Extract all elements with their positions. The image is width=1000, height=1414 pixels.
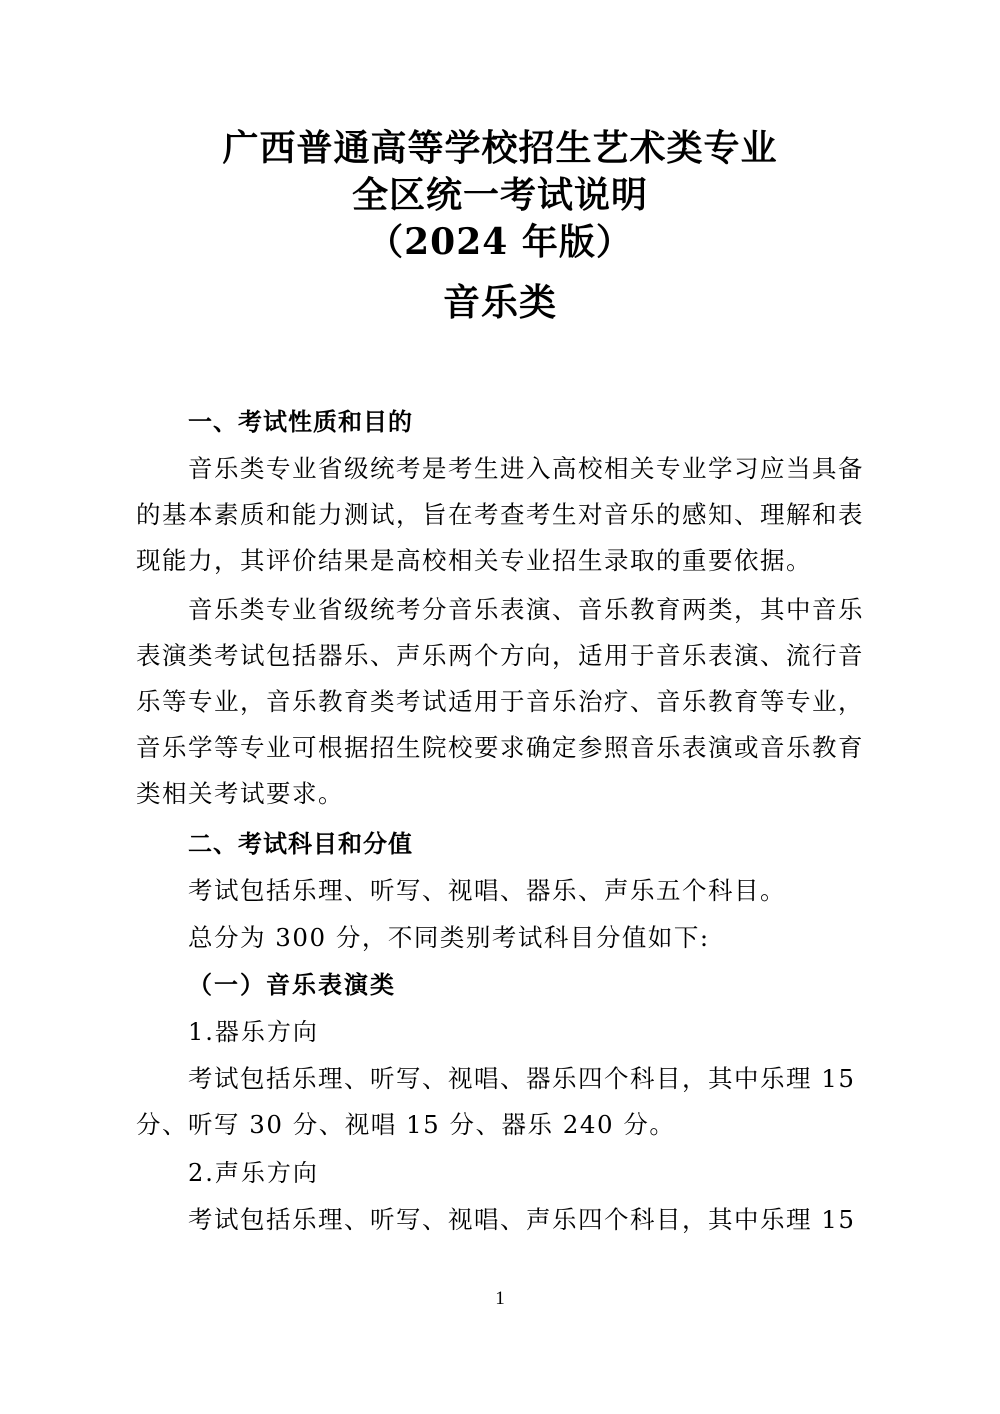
subsection-heading-performance: （一）音乐表演类 (188, 970, 396, 999)
item-heading-vocal: 2.声乐方向 (188, 1159, 319, 1187)
paragraph-subjects: 考试包括乐理、听写、视唱、器乐、声乐五个科目。 (188, 876, 786, 905)
document-category-title: 音乐类 (443, 280, 557, 324)
section-heading-exam-nature: 一、考试性质和目的 (188, 408, 413, 436)
document-title-line-1: 广西普通高等学校招生艺术类专业 (222, 127, 778, 169)
section-heading-subjects-scores: 二、考试科目和分值 (188, 830, 413, 858)
document-title-line-2: 全区统一考试说明 (351, 174, 648, 216)
paragraph-total-score: 总分为 300 分，不同类别考试科目分值如下: (188, 923, 710, 952)
item-heading-instrumental: 1.器乐方向 (188, 1018, 319, 1046)
paragraph-exam-purpose: 音乐类专业省级统考是考生进入高校相关专业学习应当具备的基本素质和能力测试，旨在考查考生对音乐的感知、理解和表现能力，其评价结果是高校相关专业招生录取的重要依据。 (136, 454, 864, 575)
paragraph-vocal-scores: 考试包括乐理、听写、视唱、声乐四个科目，其中乐理 15 (188, 1205, 856, 1234)
paragraph-exam-categories: 音乐类专业省级统考分音乐表演、音乐教育两类，其中音乐表演类考试包括器乐、声乐两个方向，适用于音乐表演、流行音乐等专业，音乐教育类考试适用于音乐治疗、音乐教育等专业，音乐学等专业可根据招生院校要求确定参照音乐表演或音乐教育类相关考试要求。 (136, 595, 864, 808)
page-number: 1 (495, 1288, 505, 1309)
document-title-edition: （2024 年版） (367, 221, 633, 263)
paragraph-instrumental-scores: 考试包括乐理、听写、视唱、器乐四个科目，其中乐理 15 分、听写 30 分、视唱 15 分、器乐 240 分。 (136, 1064, 856, 1139)
